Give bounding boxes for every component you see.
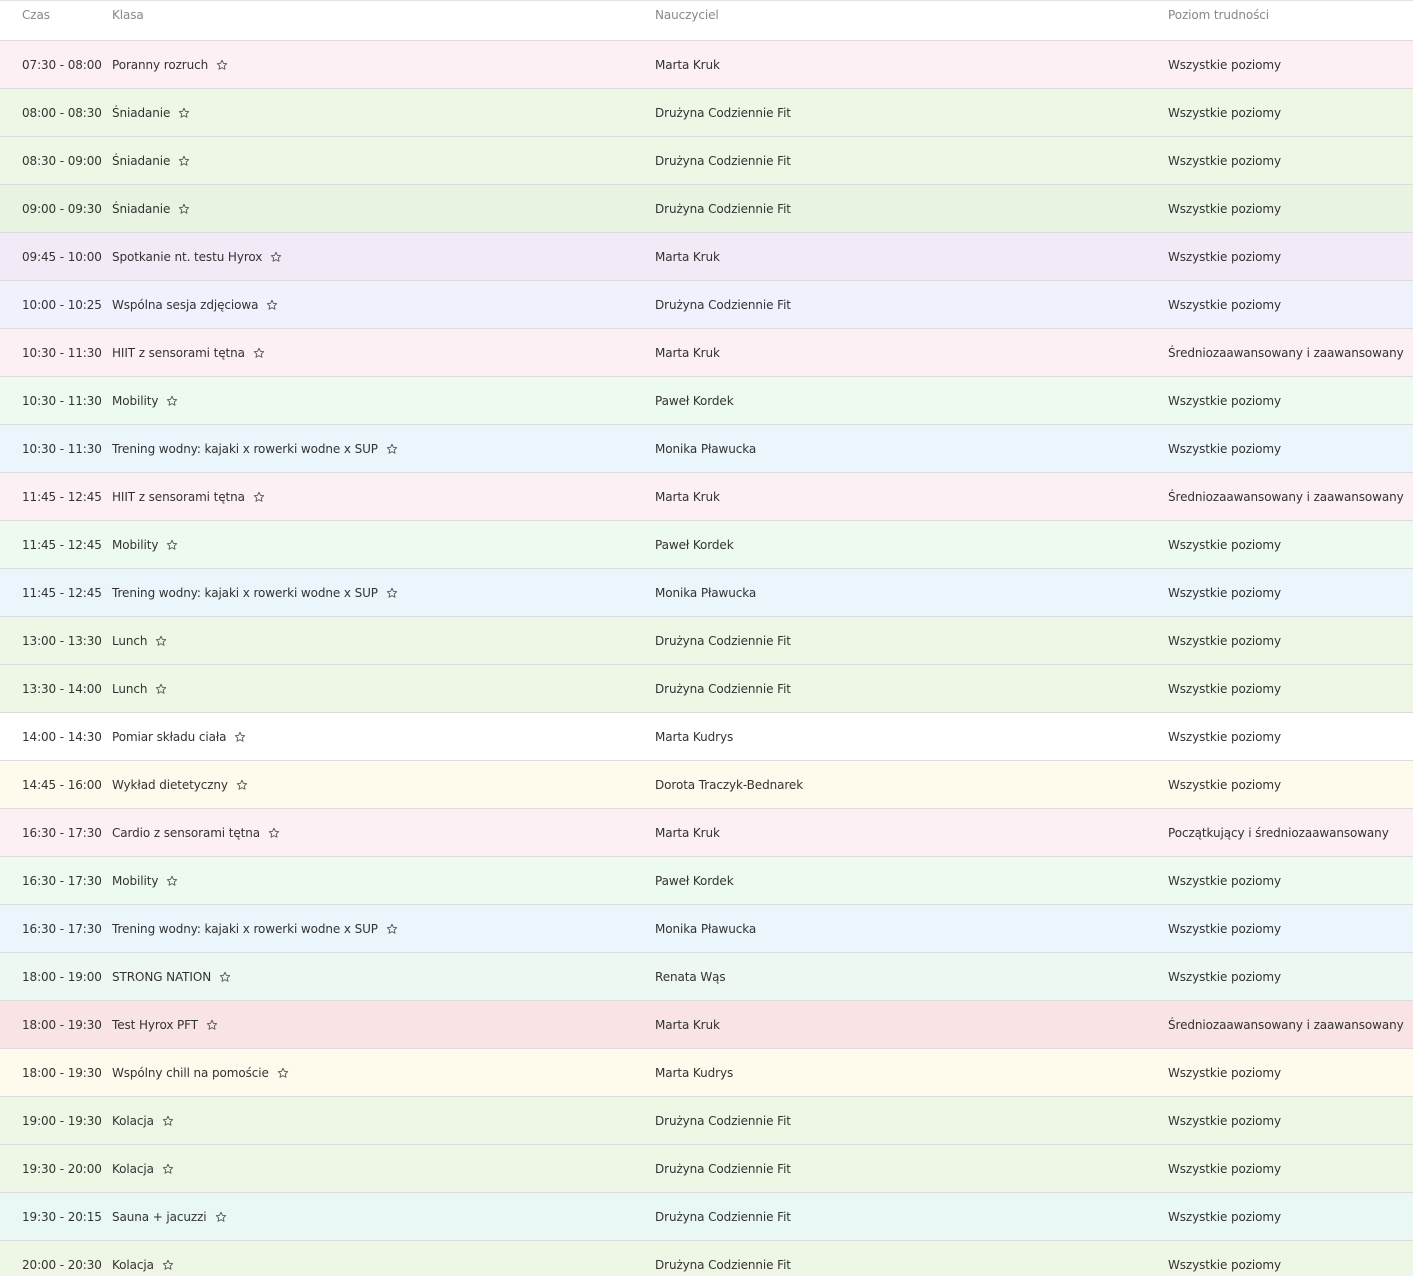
row-level: Wszystkie poziomy [1168,153,1281,168]
row-time: 08:30 - 09:00 [22,153,102,168]
row-level: Średniozaawansowany i zaawansowany [1168,1017,1404,1032]
row-time: 13:30 - 14:00 [22,681,102,696]
row-teacher[interactable]: Drużyna Codziennie Fit [655,1209,791,1224]
row-level: Wszystkie poziomy [1168,441,1281,456]
row-time: 18:00 - 19:30 [22,1065,102,1080]
row-class-name[interactable]: Wspólny chill na pomoście [112,1065,269,1080]
row-class [112,442,655,456]
row-time: 16:30 - 17:30 [22,921,102,936]
row-class [112,250,655,264]
table-row[interactable] [0,569,1413,617]
row-class-name[interactable]: HIIT z sensorami tętna [112,489,245,504]
row-class [112,1210,655,1224]
row-class [112,586,655,600]
row-time: 11:45 - 12:45 [22,585,102,600]
table-row[interactable] [0,41,1413,89]
row-time: 09:45 - 10:00 [22,249,102,264]
row-level: Początkujący i średniozaawansowany [1168,825,1389,840]
row-time: 19:00 - 19:30 [22,1113,102,1128]
star-icon[interactable] [268,827,280,839]
row-teacher[interactable]: Marta Kruk [655,489,720,504]
header-time[interactable]: Czas [22,8,50,22]
row-teacher[interactable]: Marta Kruk [655,249,720,264]
star-icon[interactable] [386,587,398,599]
row-level: Wszystkie poziomy [1168,969,1281,984]
row-teacher[interactable]: Drużyna Codziennie Fit [655,1113,791,1128]
star-icon[interactable] [178,107,190,119]
row-teacher[interactable]: Paweł Kordek [655,873,734,888]
row-level: Wszystkie poziomy [1168,249,1281,264]
row-teacher[interactable]: Drużyna Codziennie Fit [655,633,791,648]
row-level: Wszystkie poziomy [1168,1257,1281,1272]
row-class [112,202,655,216]
row-level: Wszystkie poziomy [1168,201,1281,216]
header-class[interactable]: Klasa [112,8,144,22]
table-row[interactable] [0,281,1413,329]
star-icon[interactable] [155,635,167,647]
star-icon[interactable] [178,155,190,167]
row-class-name[interactable]: Śniadanie [112,105,171,120]
table-row[interactable] [0,713,1413,761]
row-teacher[interactable]: Marta Kruk [655,57,720,72]
row-class-name[interactable]: Wykład dietetyczny [112,777,228,792]
row-class-name[interactable]: Lunch [112,633,148,648]
row-teacher[interactable]: Drużyna Codziennie Fit [655,1161,791,1176]
row-time: 08:00 - 08:30 [22,105,102,120]
row-class [112,1114,655,1128]
row-level: Wszystkie poziomy [1168,633,1281,648]
header-level[interactable]: Poziom trudności [1168,8,1270,22]
row-class-name[interactable]: Trening wodny: kajaki x rowerki wodne x SUP [112,585,378,600]
star-icon[interactable] [270,251,282,263]
star-icon[interactable] [206,1019,218,1031]
row-teacher[interactable]: Drużyna Codziennie Fit [655,201,791,216]
row-teacher[interactable]: Drużyna Codziennie Fit [655,297,791,312]
row-time: 10:00 - 10:25 [22,297,102,312]
row-class [112,1018,655,1032]
row-time: 09:00 - 09:30 [22,201,102,216]
star-icon[interactable] [166,395,178,407]
row-class-name[interactable]: Cardio z sensorami tętna [112,825,260,840]
table-row[interactable] [0,1145,1413,1193]
row-class [112,730,655,744]
row-teacher[interactable]: Monika Pławucka [655,585,757,600]
star-icon[interactable] [166,875,178,887]
row-class-name[interactable]: Sauna + jacuzzi [112,1209,207,1224]
star-icon[interactable] [215,1211,227,1223]
row-teacher[interactable]: Drużyna Codziennie Fit [655,105,791,120]
star-icon[interactable] [162,1259,174,1271]
row-time: 10:30 - 11:30 [22,393,102,408]
row-teacher[interactable]: Renata Wąs [655,969,726,984]
row-time: 11:45 - 12:45 [22,489,102,504]
row-class-name[interactable]: Poranny rozruch [112,57,209,72]
row-time: 19:30 - 20:15 [22,1209,102,1224]
row-teacher[interactable]: Monika Pławucka [655,921,757,936]
table-row[interactable] [0,521,1413,569]
row-teacher[interactable]: Marta Kudrys [655,729,734,744]
row-teacher[interactable]: Monika Pławucka [655,441,757,456]
row-teacher[interactable]: Paweł Kordek [655,537,734,552]
row-level: Wszystkie poziomy [1168,393,1281,408]
row-time: 18:00 - 19:30 [22,1017,102,1032]
row-level: Wszystkie poziomy [1168,585,1281,600]
row-class-name[interactable]: Trening wodny: kajaki x rowerki wodne x SUP [112,921,378,936]
star-icon[interactable] [162,1163,174,1175]
table-body [0,41,1413,1276]
star-icon[interactable] [234,731,246,743]
row-level: Wszystkie poziomy [1168,1065,1281,1080]
row-class-name[interactable]: Mobility [112,873,159,888]
row-class [112,106,655,120]
table-row[interactable] [0,1001,1413,1049]
row-class [112,490,655,504]
row-level: Wszystkie poziomy [1168,777,1281,792]
row-class-name[interactable]: Spotkanie nt. testu Hyrox [112,249,263,264]
row-teacher[interactable]: Marta Kruk [655,825,720,840]
table-row[interactable] [0,1097,1413,1145]
row-time: 10:30 - 11:30 [22,441,102,456]
row-teacher[interactable]: Paweł Kordek [655,393,734,408]
row-class [112,298,655,312]
row-class [112,778,655,792]
row-class-name[interactable]: Test Hyrox PFT [112,1017,198,1032]
row-class [112,58,655,72]
row-class-name[interactable]: Śniadanie [112,201,171,216]
table-row[interactable] [0,1193,1413,1241]
row-level: Wszystkie poziomy [1168,297,1281,312]
row-teacher[interactable]: Drużyna Codziennie Fit [655,153,791,168]
row-level: Wszystkie poziomy [1168,729,1281,744]
row-class [112,922,655,936]
row-class [112,1162,655,1176]
table-row[interactable] [0,425,1413,473]
row-teacher[interactable]: Dorota Traczyk-Bednarek [655,777,804,792]
table-row[interactable] [0,665,1413,713]
row-level: Wszystkie poziomy [1168,873,1281,888]
row-class [112,538,655,552]
row-time: 16:30 - 17:30 [22,873,102,888]
star-icon[interactable] [178,203,190,215]
row-teacher[interactable]: Marta Kruk [655,1017,720,1032]
row-class [112,826,655,840]
star-icon[interactable] [253,491,265,503]
row-class-name[interactable]: HIIT z sensorami tętna [112,345,245,360]
row-class-name[interactable]: Mobility [112,393,159,408]
row-class-name[interactable]: Kolacja [112,1257,154,1272]
row-class [112,1258,655,1272]
row-teacher[interactable]: Marta Kruk [655,345,720,360]
row-class [112,634,655,648]
row-time: 14:45 - 16:00 [22,777,102,792]
table-header [0,1,1413,41]
table-row[interactable] [0,233,1413,281]
row-time: 11:45 - 12:45 [22,537,102,552]
row-level: Wszystkie poziomy [1168,681,1281,696]
row-class [112,874,655,888]
row-time: 10:30 - 11:30 [22,345,102,360]
star-icon[interactable] [236,779,248,791]
star-icon[interactable] [277,1067,289,1079]
row-class-name[interactable]: Mobility [112,537,159,552]
table-row[interactable] [0,1241,1413,1276]
star-icon[interactable] [266,299,278,311]
row-class [112,682,655,696]
row-level: Wszystkie poziomy [1168,1113,1281,1128]
star-icon[interactable] [216,59,228,71]
row-level: Wszystkie poziomy [1168,1209,1281,1224]
star-icon[interactable] [166,539,178,551]
row-teacher[interactable]: Marta Kudrys [655,1065,734,1080]
row-class-name[interactable]: Kolacja [112,1161,154,1176]
row-class-name[interactable]: Kolacja [112,1113,154,1128]
table-row[interactable] [0,617,1413,665]
table-row[interactable] [0,953,1413,1001]
row-class [112,394,655,408]
table-row[interactable] [0,905,1413,953]
row-class [112,970,655,984]
row-time: 20:00 - 20:30 [22,1257,102,1272]
table-row[interactable] [0,857,1413,905]
table-row[interactable] [0,89,1413,137]
row-time: 14:00 - 14:30 [22,729,102,744]
row-time: 16:30 - 17:30 [22,825,102,840]
row-class-name[interactable]: Śniadanie [112,153,171,168]
row-class-name[interactable]: Pomiar składu ciała [112,729,227,744]
row-class [112,1066,655,1080]
row-class [112,154,655,168]
row-time: 13:00 - 13:30 [22,633,102,648]
row-teacher[interactable]: Drużyna Codziennie Fit [655,1257,791,1272]
star-icon[interactable] [253,347,265,359]
row-class-name[interactable]: Trening wodny: kajaki x rowerki wodne x SUP [112,441,378,456]
table-row[interactable] [0,185,1413,233]
row-class-name[interactable]: Lunch [112,681,148,696]
row-level: Średniozaawansowany i zaawansowany [1168,345,1404,360]
row-time: 18:00 - 19:00 [22,969,102,984]
row-level: Średniozaawansowany i zaawansowany [1168,489,1404,504]
row-level: Wszystkie poziomy [1168,921,1281,936]
table-row[interactable] [0,1049,1413,1097]
row-time: 07:30 - 08:00 [22,57,102,72]
row-class-name[interactable]: Wspólna sesja zdjęciowa [112,297,259,312]
table-row[interactable] [0,377,1413,425]
row-class-name[interactable]: STRONG NATION [112,969,212,984]
table-row[interactable] [0,473,1413,521]
row-class [112,346,655,360]
table-row[interactable] [0,329,1413,377]
star-icon[interactable] [155,683,167,695]
table-row[interactable] [0,761,1413,809]
row-level: Wszystkie poziomy [1168,1161,1281,1176]
star-icon[interactable] [162,1115,174,1127]
row-time: 19:30 - 20:00 [22,1161,102,1176]
row-level: Wszystkie poziomy [1168,105,1281,120]
row-teacher[interactable]: Drużyna Codziennie Fit [655,681,791,696]
table-row[interactable] [0,137,1413,185]
star-icon[interactable] [386,443,398,455]
star-icon[interactable] [219,971,231,983]
row-level: Wszystkie poziomy [1168,57,1281,72]
row-level: Wszystkie poziomy [1168,537,1281,552]
header-teacher[interactable]: Nauczyciel [655,8,719,22]
star-icon[interactable] [386,923,398,935]
table-row[interactable] [0,809,1413,857]
